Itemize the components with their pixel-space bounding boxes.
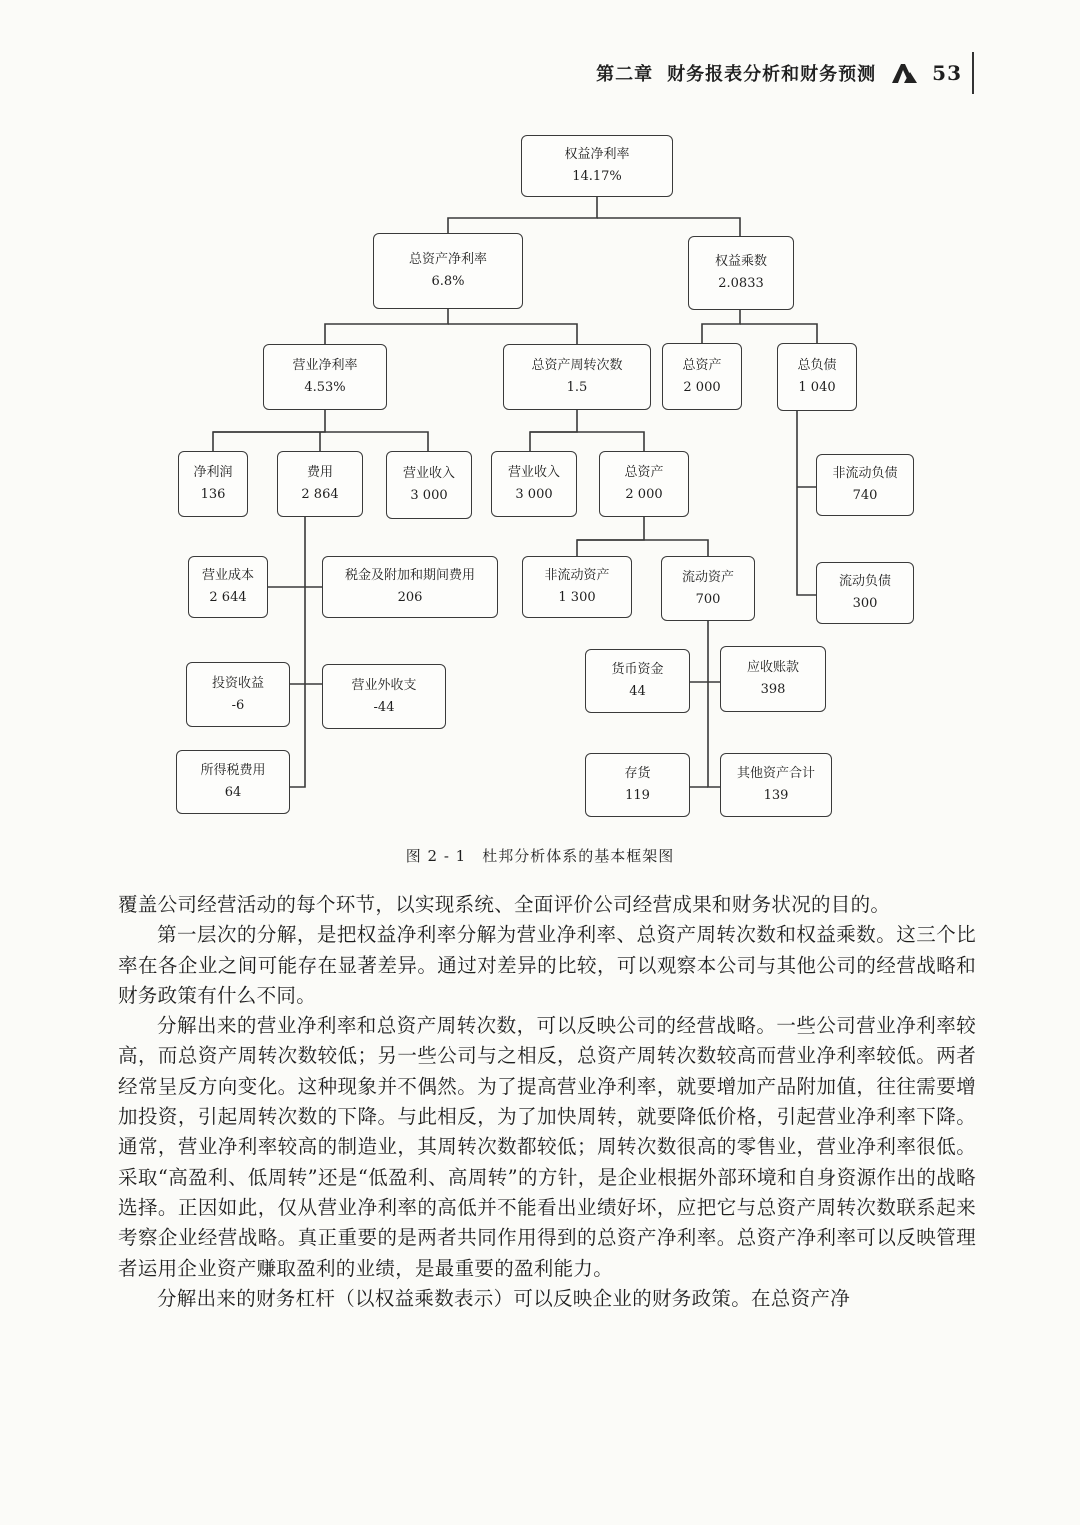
node-other-assets: 其他资产合计 139	[720, 753, 832, 817]
node-net-income: 净利润 136	[178, 451, 248, 517]
body-text	[118, 890, 976, 1314]
node-total-liabilities: 总负债 1 040	[777, 343, 857, 411]
node-expenses: 费用 2 864	[277, 451, 363, 517]
node-revenue-1: 营业收入 3 000	[386, 451, 472, 519]
node-non-current-assets: 非流动资产 1 300	[522, 556, 632, 618]
node-total-assets-2: 总资产 2 000	[599, 451, 689, 517]
node-roa: 总资产净利率 6.8%	[373, 233, 523, 309]
node-current-assets: 流动资产 700	[661, 556, 755, 621]
node-cost-of-sales: 营业成本 2 644	[188, 556, 268, 618]
chapter-title: 财务报表分析和财务预测	[667, 64, 877, 85]
node-total-assets-top: 总资产 2 000	[662, 343, 742, 410]
node-asset-turnover: 总资产周转次数 1.5	[503, 344, 651, 410]
node-roe: 权益净利率 14.17%	[521, 135, 673, 197]
node-taxes-and-period-expenses: 税金及附加和期间费用 206	[322, 556, 498, 618]
chapter-label: 第二章	[596, 64, 654, 85]
node-non-current-liabilities: 非流动负债 740	[816, 454, 914, 516]
node-investment-income: 投资收益 -6	[186, 662, 290, 727]
paragraph-1: 覆盖公司经营活动的每个环节，以实现系统、全面评价公司经营成果和财务状况的目的。	[118, 893, 891, 916]
node-revenue-2: 营业收入 3 000	[491, 451, 577, 517]
node-accounts-receivable: 应收账款 398	[720, 646, 826, 712]
node-current-liabilities: 流动负债 300	[816, 562, 914, 624]
node-equity-multiplier: 权益乘数 2.0833	[688, 236, 794, 310]
node-inventory: 存货 119	[585, 753, 690, 817]
page-number: 53	[932, 61, 962, 85]
paragraph-4: 分解出来的财务杠杆（以权益乘数表示）可以反映企业的财务政策。在总资产净	[157, 1286, 851, 1310]
node-income-tax: 所得税费用 64	[176, 750, 290, 814]
node-cash: 货币资金 44	[585, 649, 690, 713]
paragraph-3: 分解出来的营业净利率和总资产周转次数，可以反映公司的经营战略。一些公司营业净利率较高，而总资产周转次数较低；另一些公司与之相反，总资产周转次数较高而营业净利率较低。两者经常呈反方向变化。这种现象并不偶然。为了提高营业净利率，就要增加产品附加值，往往需要增加投资，引起周转次数的下降。与此相反，为了加快周转，就要降低价格，引起营业净利率下降。通常，营业净利率较高的制造业，其周转次数都较低；周转次数很高的零售业，营业净利率很低。采取“高盈利、低周转”还是“低盈利、高周转”的方针，是企业根据外部环境和自身资源作出的战略选择。正因如此，仅从营业净利率的高低并不能看出业绩好坏，应把它与总资产周转次数联系起来考察企业经营战略。真正重要的是两者共同作用得到的总资产净利率。总资产净利率可以反映管理者运用企业资产赚取盈利的业绩，是最重要的盈利能力。	[118, 1014, 976, 1280]
node-net-profit-margin: 营业净利率 4.53%	[263, 344, 387, 410]
node-non-operating: 营业外收支 -44	[322, 664, 446, 729]
figure-caption: 图 2 - 1 杜邦分析体系的基本框架图	[405, 847, 675, 865]
paragraph-2: 第一层次的分解，是把权益净利率分解为营业净利率、总资产周转次数和权益乘数。这三个比率在各企业之间可能存在显著差异。通过对差异的比较，可以观察本公司与其他公司的经营战略和财务政策有什么不同。	[118, 923, 976, 1007]
